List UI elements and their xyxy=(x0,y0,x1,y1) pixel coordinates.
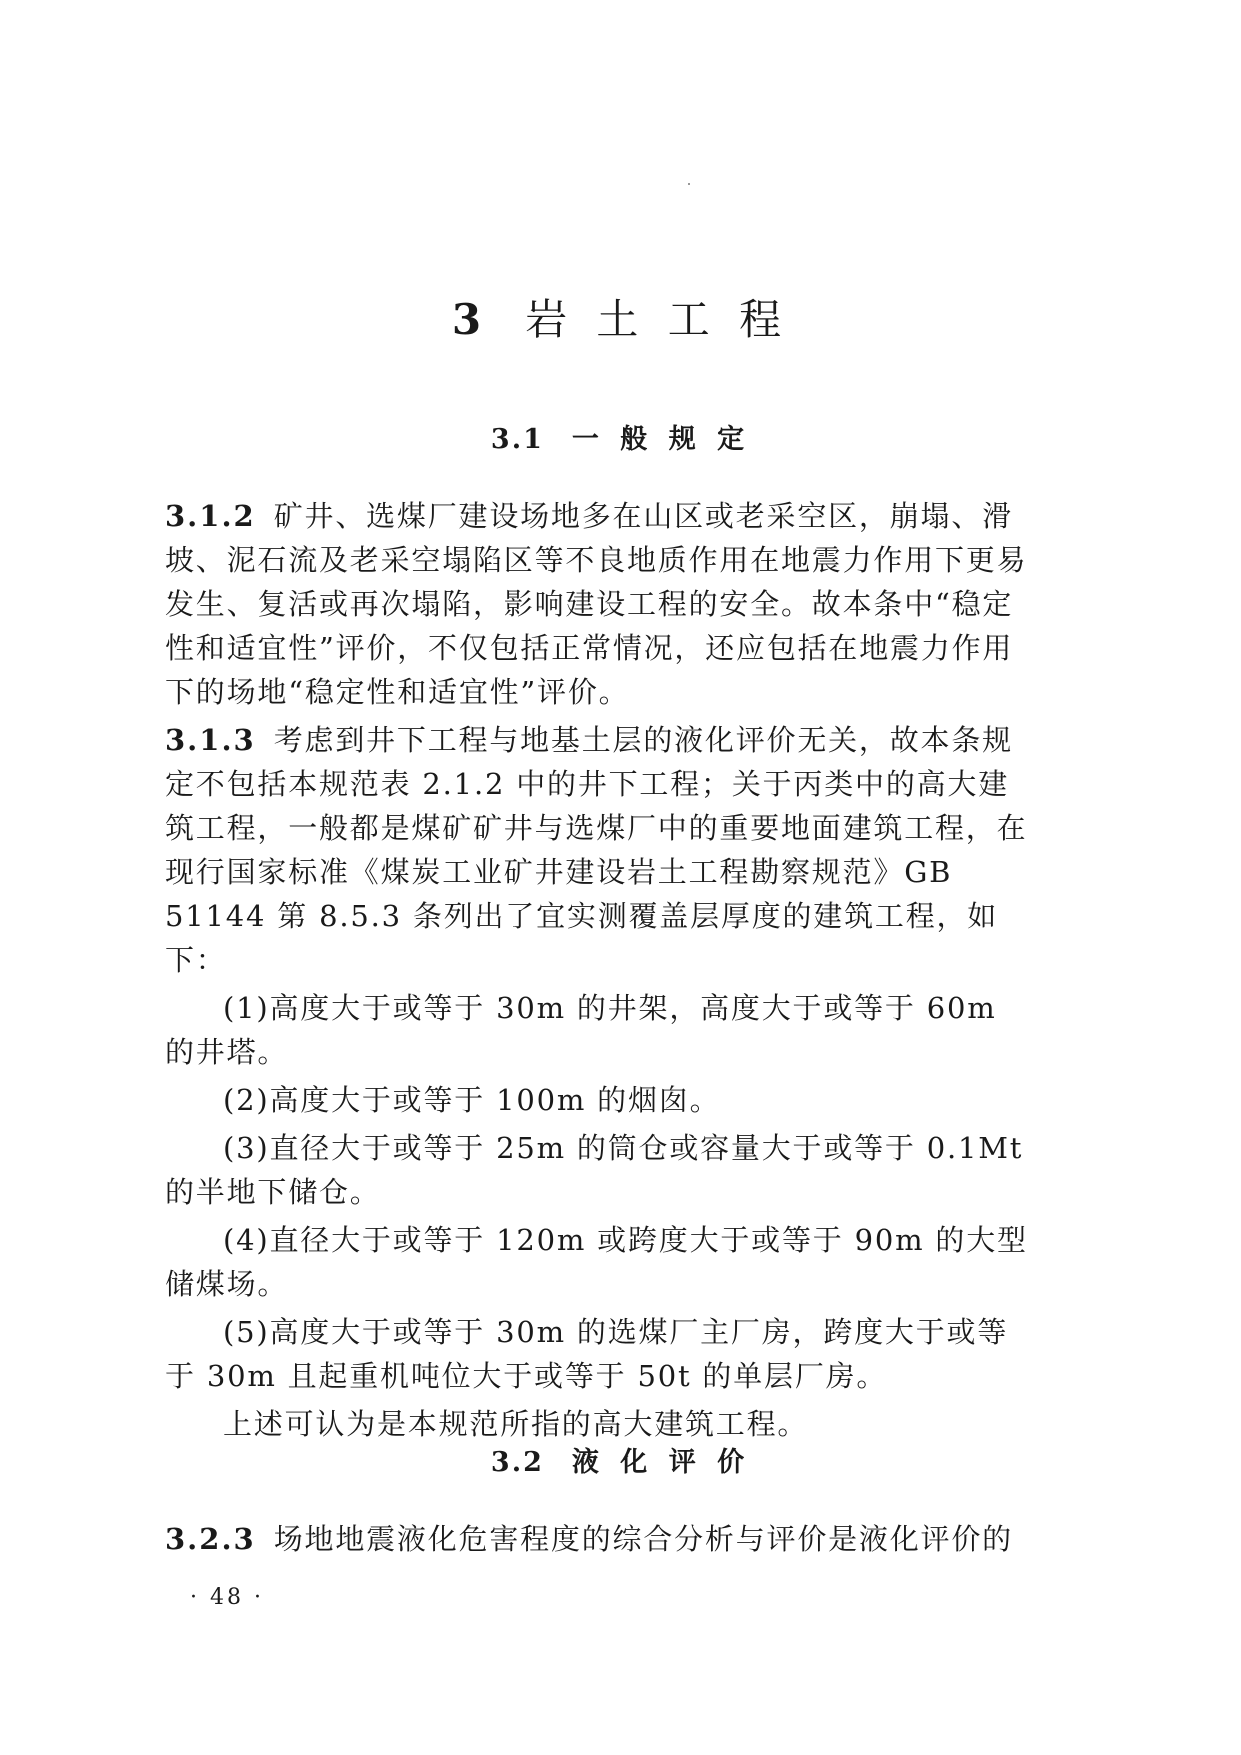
section-title-text: 液 化 评 价 xyxy=(571,1447,751,1478)
clause-text: 场地地震液化危害程度的综合分析与评价是液化评价的 xyxy=(273,1522,1013,1556)
clause-conclusion: 上述可认为是本规范所指的高大建筑工程。 xyxy=(223,1407,809,1441)
chapter-title-text: 岩 土 工 程 xyxy=(525,295,790,344)
clause-text: 矿井、选煤厂建设场地多在山区或老采空区，崩塌、滑坡、泥石流及老采空塌陷区等不良地质作用在地震力作用下更易发生、复活或再次塌陷，影响建设工程的安全。故本条中“稳定性和适宜性”评价，不仅包括正常情况，还应包括在地震力作用下的场地“稳定性和适宜性”评价。 xyxy=(165,499,1028,709)
clause-number: 3.1.3 xyxy=(165,723,256,757)
clause-3-2-3 xyxy=(165,1517,1035,1561)
section-heading-3-1 xyxy=(0,420,1241,460)
list-item: (1)高度大于或等于 30m 的井架，高度大于或等于 60m 的井塔。 xyxy=(165,991,997,1069)
section-3-1-body xyxy=(165,494,1035,1450)
section-heading-3-2 xyxy=(0,1443,1241,1483)
clause-number: 3.1.2 xyxy=(165,499,256,533)
section-number: 3.2 xyxy=(490,1447,544,1478)
section-title-text: 一 般 规 定 xyxy=(571,424,751,455)
list-item: (2)高度大于或等于 100m 的烟囱。 xyxy=(223,1083,721,1117)
list-item: (3)直径大于或等于 25m 的筒仓或容量大于或等于 0.1Mt 的半地下储仓。 xyxy=(165,1131,1024,1209)
clause-3-1-3 xyxy=(165,718,1035,982)
section-3-2-body xyxy=(165,1517,1035,1565)
list-item: (5)高度大于或等于 30m 的选煤厂主厂房，跨度大于或等于 30m 且起重机吨位大于或等于 50t 的单层厂房。 xyxy=(165,1315,1009,1393)
clause-number: 3.2.3 xyxy=(165,1522,256,1556)
clause-3-1-2 xyxy=(165,494,1035,714)
chapter-number: 3 xyxy=(451,295,482,344)
page-number: · 48 · xyxy=(190,1585,264,1610)
clause-text: 考虑到井下工程与地基土层的液化评价无关，故本条规定不包括本规范表 2.1.2 中的井下工程；关于丙类中的高大建筑工程，一般都是煤矿矿井与选煤厂中的重要地面建筑工程，在现行国家标准《煤炭工业矿井建设岩土工程勘察规范》GB 51144 第 8.5.3 条列出了宜实测覆盖层厚度的建筑工程，如下： xyxy=(165,723,1028,977)
section-number: 3.1 xyxy=(490,424,544,455)
list-item: (4)直径大于或等于 120m 或跨度大于或等于 90m 的大型储煤场。 xyxy=(165,1223,1028,1301)
scan-speck xyxy=(688,183,690,185)
chapter-heading xyxy=(0,290,1241,350)
